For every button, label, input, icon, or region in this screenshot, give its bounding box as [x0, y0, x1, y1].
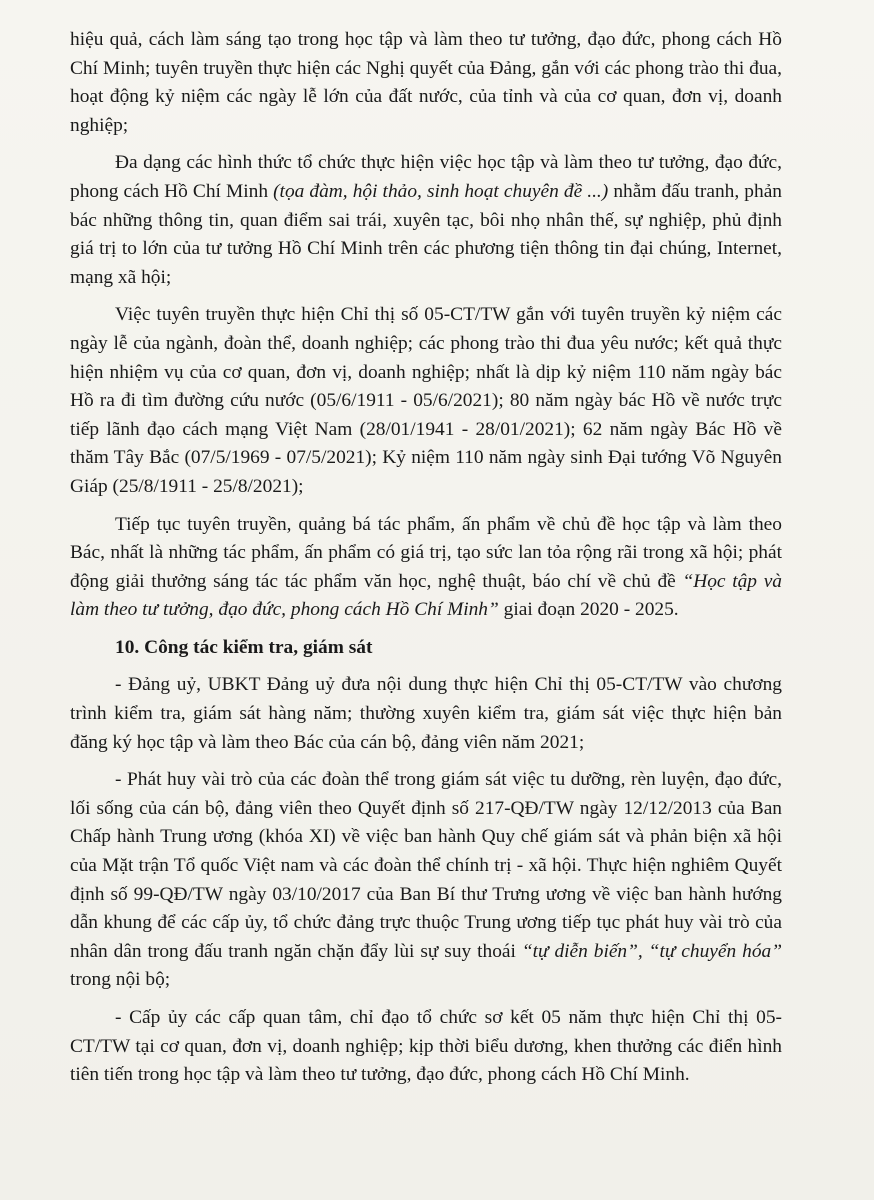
paragraph-five-year-review: - Cấp ủy các cấp quan tâm, chỉ đạo tổ chức sơ kết 05 năm thực hiện Chỉ thị 05-CT/TW tại cơ quan, đơn vị, doanh nghiệp; kịp thời biểu dương, khen thưởng các điển hình tiên tiến trong học tập và làm theo tư tưởng, đạo đức, phong cách Hồ Chí Minh.: [70, 1007, 782, 1086]
paragraph-text: giai đoạn 2020 - 2025.: [498, 599, 679, 621]
paragraph-directive-propaganda: Việc tuyên truyền thực hiện Chỉ thị số 05-CT/TW gắn với tuyên truyền kỷ niệm các ngày lễ của ngành, đoàn thể, doanh nghiệp; các phong trào thi đua yêu nước; kết quả thực hiện nhiệm vụ của cơ quan, đơn vị, doanh nghiệp; nhất là dịp kỷ niệm 110 năm ngày bác Hồ ra đi tìm đường cứu nước (05/6/1911 - 05/6/2021); 80 năm ngày bác Hồ về nước trực tiếp lãnh đạo cách mạng Việt Nam (28/01/1941 - 28/01/2021); 62 năm ngày Bác Hồ về thăm Tây Bắc (07/5/1969 - 07/5/2021); Kỷ niệm 110 năm ngày sinh Đại tướng Võ Nguyên Giáp (25/8/1911 - 25/8/2021);: [70, 304, 782, 497]
paragraph-diverse-forms: [70, 149, 782, 292]
paragraph-intro-continuation: hiệu quả, cách làm sáng tạo trong học tập và làm theo tư tưởng, đạo đức, phong cách Hồ Chí Minh; tuyên truyền thực hiện các Nghị quyết của Đảng, gắn với các phong trào thi đua, hoạt động kỷ niệm các ngày lễ lớn của đất nước, của tỉnh và của cơ quan, đơn vị, doanh nghiệp;: [70, 29, 782, 136]
paragraph-italic-text: “tự diễn biến”, “tự chuyển hóa”: [521, 940, 782, 962]
paragraph-text: nhằm đấu tranh, phản bác những thông tin, quan điểm sai trái, xuyên tạc, bôi nhọ nhân thế, sự nghiệp, phủ định giá trị to lớn của tư tưởng Hồ Chí Minh trên các phương tiện thông tin đại chúng, Internet, mạng xã hội;: [70, 180, 782, 288]
paragraph-text: Tiếp tục tuyên truyền, quảng bá tác phẩm, ấn phẩm về chủ đề học tập và làm theo Bác, nhất là những tác phẩm, ấn phẩm có giá trị, tạo sức lan tỏa rộng rãi trong xã hội; phát động giải thưởng sáng tác tác phẩm văn học, nghệ thuật, báo chí về chủ đề: [70, 513, 782, 592]
paragraph-mass-organizations-role: [70, 766, 782, 995]
paragraph-italic-text: (tọa đàm, hội thảo, sinh hoạt chuyên đề ...): [273, 180, 609, 202]
paragraph-inspection-program: - Đảng uỷ, UBKT Đảng uỷ đưa nội dung thực hiện Chỉ thị 05-CT/TW vào chương trình kiểm tra, giám sát hàng năm; thường xuyên kiểm tra, giám sát việc thực hiện bản đăng ký học tập và làm theo Bác của cán bộ, đảng viên năm 2021;: [70, 674, 782, 753]
paragraph-text: trong nội bộ;: [70, 969, 171, 991]
paragraph-text: Đa dạng các hình thức tổ chức thực hiện việc học tập và làm theo tư tưởng, đạo đức, phong cách Hồ Chí Minh: [70, 152, 782, 202]
paragraph-promote-works: [70, 511, 782, 625]
paragraph-italic-text: “Học tập và làm theo tư tưởng, đạo đức, phong cách Hồ Chí Minh”: [70, 570, 782, 621]
paragraph-text: - Phát huy vài trò của các đoàn thể trong giám sát việc tu dưỡng, rèn luyện, đạo đức, lối sống của cán bộ, đảng viên theo Quyết định số 217-QĐ/TW ngày 12/12/2013 của Ban Chấp hành Trung ương (khóa XI) về việc ban hành Quy chế giám sát và phản biện xã hội của Mặt trận Tổ quốc Việt nam và các đoàn thể chính trị - xã hội. Thực hiện nghiêm Quyết định số 99-QĐ/TW ngày 03/10/2017 của Ban Bí thư Trưng ương về việc ban hành hướng dẫn khung để các cấp ủy, tổ chức đảng trực thuộc Trung ương tiếp tục phát huy vài trò của nhân dân trong đấu tranh ngăn chặn đẩy lùi sự suy thoái: [70, 769, 782, 962]
section-heading-10: 10. Công tác kiểm tra, giám sát: [115, 636, 373, 658]
